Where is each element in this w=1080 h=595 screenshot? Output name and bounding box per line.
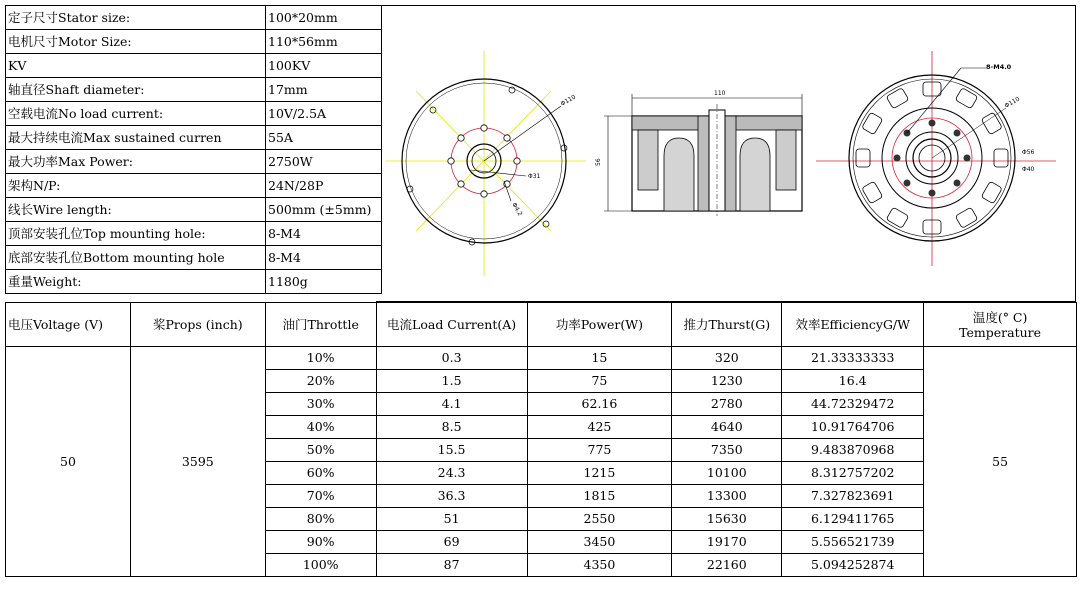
spec-value: 100KV	[266, 54, 382, 78]
spec-row	[6, 246, 382, 270]
dimension-label: 110	[714, 90, 726, 97]
spec-row	[6, 222, 382, 246]
spec-label: 顶部安装孔位Top mounting hole:	[6, 222, 266, 246]
thrust-cell: 4640	[672, 416, 782, 439]
header-voltage: 电压Voltage (V)	[6, 303, 131, 347]
thrust-cell: 7350	[672, 439, 782, 462]
power-cell: 3450	[527, 531, 672, 554]
thrust-cell: 2780	[672, 393, 782, 416]
header-temperature-line2: Temperature	[959, 324, 1042, 340]
dimension-label: Φ56	[1022, 149, 1035, 156]
spec-label: 架构N/P:	[6, 174, 266, 198]
spec-row	[6, 270, 382, 294]
power-cell: 15	[527, 347, 672, 370]
power-cell: 1815	[527, 485, 672, 508]
current-cell: 87	[376, 554, 527, 577]
dimension-label: Φ110	[559, 93, 578, 108]
efficiency-cell: 8.312757202	[782, 462, 924, 485]
spec-value: 2750W	[266, 150, 382, 174]
spec-sheet	[5, 5, 1077, 589]
throttle-cell: 90%	[265, 531, 376, 554]
thrust-cell: 19170	[672, 531, 782, 554]
top-view-drawing	[386, 51, 586, 276]
spec-label: 底部安装孔位Bottom mounting hole	[6, 246, 266, 270]
spec-value: 8-M4	[266, 246, 382, 270]
header-throttle: 油门Throttle	[265, 303, 376, 347]
spec-label: 线长Wire length:	[6, 198, 266, 222]
thrust-cell: 22160	[672, 554, 782, 577]
spec-label: 电机尺寸Motor Size:	[6, 30, 266, 54]
callout-label: 8-M4.0	[986, 63, 1012, 71]
power-cell: 4350	[527, 554, 672, 577]
spec-row	[6, 150, 382, 174]
spec-label: 定子尺寸Stator size:	[6, 6, 266, 30]
power-cell: 775	[527, 439, 672, 462]
header-temperature-line1: 温度(° C)	[972, 309, 1028, 325]
thrust-cell: 320	[672, 347, 782, 370]
throttle-cell: 100%	[265, 554, 376, 577]
side-view-drawing	[604, 94, 802, 216]
power-cell: 2550	[527, 508, 672, 531]
thrust-cell: 15630	[672, 508, 782, 531]
header-thrust: 推力Thurst(G)	[672, 303, 782, 347]
technical-drawing	[376, 6, 1076, 303]
spec-row	[6, 54, 382, 78]
spec-row	[6, 78, 382, 102]
performance-header-row	[6, 303, 1077, 347]
spec-label: 最大持续电流Max sustained curren	[6, 126, 266, 150]
spec-label: 重量Weight:	[6, 270, 266, 294]
throttle-cell: 70%	[265, 485, 376, 508]
bottom-view-drawing	[816, 51, 1056, 266]
header-props: 桨Props (inch)	[130, 303, 265, 347]
efficiency-cell: 6.129411765	[782, 508, 924, 531]
power-cell: 1215	[527, 462, 672, 485]
dimension-label: Φ4.2	[510, 201, 524, 218]
efficiency-cell: 5.094252874	[782, 554, 924, 577]
spec-value: 8-M4	[266, 222, 382, 246]
thrust-cell: 1230	[672, 370, 782, 393]
spec-value: 24N/28P	[266, 174, 382, 198]
spec-value: 55A	[266, 126, 382, 150]
throttle-cell: 20%	[265, 370, 376, 393]
current-cell: 4.1	[376, 393, 527, 416]
current-cell: 51	[376, 508, 527, 531]
temperature-cell: 55	[924, 347, 1077, 577]
dimension-label: 56	[595, 158, 602, 166]
drawing-panel	[376, 5, 1076, 302]
dimension-label: Φ31	[528, 173, 541, 180]
spec-row	[6, 30, 382, 54]
voltage-cell: 50	[6, 347, 131, 577]
dimension-label: Φ110	[1003, 95, 1022, 110]
throttle-cell: 60%	[265, 462, 376, 485]
throttle-cell: 50%	[265, 439, 376, 462]
current-cell: 0.3	[376, 347, 527, 370]
efficiency-cell: 16.4	[782, 370, 924, 393]
thrust-cell: 10100	[672, 462, 782, 485]
efficiency-cell: 21.33333333	[782, 347, 924, 370]
spec-value: 100*20mm	[266, 6, 382, 30]
header-power: 功率Power(W)	[527, 303, 672, 347]
spec-row	[6, 126, 382, 150]
spec-row	[6, 102, 382, 126]
throttle-cell: 10%	[265, 347, 376, 370]
header-current: 电流Load Current(A)	[376, 303, 527, 347]
spec-table	[5, 5, 382, 294]
props-cell: 3595	[130, 347, 265, 577]
efficiency-cell: 44.72329472	[782, 393, 924, 416]
table-row	[6, 347, 1077, 370]
efficiency-cell: 10.91764706	[782, 416, 924, 439]
spec-row	[6, 198, 382, 222]
spec-row	[6, 6, 382, 30]
efficiency-cell: 9.483870968	[782, 439, 924, 462]
spec-label: 轴直径Shaft diameter:	[6, 78, 266, 102]
efficiency-cell: 5.556521739	[782, 531, 924, 554]
current-cell: 36.3	[376, 485, 527, 508]
spec-label: 空载电流No load current:	[6, 102, 266, 126]
power-cell: 75	[527, 370, 672, 393]
spec-value: 10V/2.5A	[266, 102, 382, 126]
throttle-cell: 40%	[265, 416, 376, 439]
performance-table	[5, 302, 1077, 577]
dimension-label: Φ40	[1022, 166, 1035, 173]
spec-value: 17mm	[266, 78, 382, 102]
spec-label: 最大功率Max Power:	[6, 150, 266, 174]
efficiency-cell: 7.327823691	[782, 485, 924, 508]
spec-label: KV	[6, 54, 266, 78]
spec-value: 500mm (±5mm)	[266, 198, 382, 222]
spec-value: 1180g	[266, 270, 382, 294]
current-cell: 15.5	[376, 439, 527, 462]
header-efficiency: 效率EfficiencyG/W	[782, 303, 924, 347]
power-cell: 425	[527, 416, 672, 439]
throttle-cell: 30%	[265, 393, 376, 416]
spec-value: 110*56mm	[266, 30, 382, 54]
thrust-cell: 13300	[672, 485, 782, 508]
spec-row	[6, 174, 382, 198]
current-cell: 69	[376, 531, 527, 554]
power-cell: 62.16	[527, 393, 672, 416]
current-cell: 24.3	[376, 462, 527, 485]
header-temperature	[924, 303, 1077, 347]
throttle-cell: 80%	[265, 508, 376, 531]
current-cell: 1.5	[376, 370, 527, 393]
current-cell: 8.5	[376, 416, 527, 439]
